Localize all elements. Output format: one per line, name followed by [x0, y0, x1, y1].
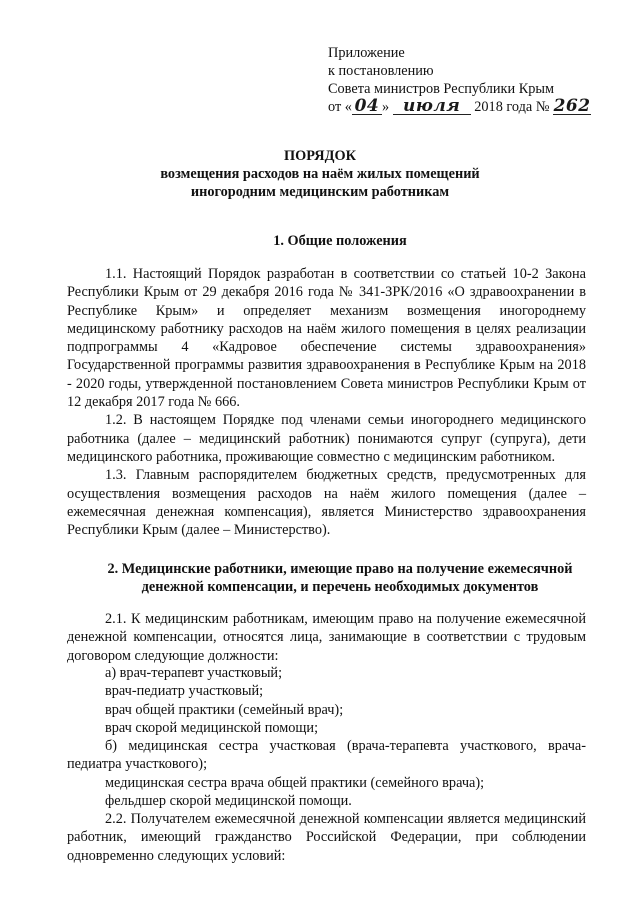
positions-list [67, 664, 586, 810]
list-item: фельдшер скорой медицинской помощи. [105, 793, 352, 810]
list-item: врач скорой медицинской помощи; [105, 719, 319, 736]
paragraph-2-2: 2.2. Получателем ежемесячной денежной компенсации является медицинский работник, имеющий гражданство Российской Федерации, при соблюдении одновременно следующих условий: [67, 811, 586, 864]
list-item: а) врач-терапевт участковый; [105, 665, 283, 681]
doc-subtitle-1: возмещения расходов на наём жилых помещений [160, 166, 480, 182]
appendix-line-3: Совета министров Республики Крым [328, 81, 555, 97]
section-2-heading-line-2: денежной компенсации, и перечень необходимых документов [141, 579, 539, 595]
list-item: врач-педиатр участковый; [105, 683, 264, 700]
section-1-heading: 1. Общие положения [273, 233, 407, 249]
section-2-heading-line-1: 2. Медицинские работники, имеющие право на получение ежемесячной [107, 561, 573, 577]
appendix-line-1: Приложение [328, 45, 405, 61]
handwritten-number: 262 [553, 96, 591, 116]
handwritten-day: 04 [352, 98, 382, 115]
appendix-date-line [328, 98, 591, 116]
date-mid: » [381, 99, 390, 115]
appendix-line-2: к постановлению [328, 63, 434, 79]
section-2-body-cont [67, 810, 586, 865]
doc-title: ПОРЯДОК [284, 148, 356, 164]
appendix-block [328, 44, 591, 116]
list-item: врач общей практики (семейный врач); [105, 701, 344, 718]
paragraph-2-1: 2.1. К медицинским работникам, имеющим право на получение ежемесячной денежной компенсации, относятся лица, занимающие в соответствии с трудовым договором следующие должности: [67, 611, 586, 664]
paragraph-1-1: 1.1. Настоящий Порядок разработан в соответствии со статьей 10-2 Закона Республики Крым от 29 декабря 2016 года № 341-ЗРК/2016 «О здравоохранении в Республике Крым» и определяет механизм возмещения иногороднему медицинскому работнику расходов на наём жилого помещения в целях реализации подпрограммы 4 «Кадровое обеспечение системы здравоохранения» Государственной программы развития здравоохранения в Республике Крым на 2018 - 2020 годы, утвержденной постановлением Совета министров Республики Крым от 12 декабря 2017 года № 666. [67, 266, 586, 411]
doc-subtitle-2: иногородним медицинским работникам [190, 184, 450, 200]
list-item: медицинская сестра врача общей практики (семейного врача); [105, 774, 485, 791]
section-1-body [67, 265, 586, 539]
paragraph-1-2: 1.2. В настоящем Порядке под членами семьи иногороднего медицинского работника (далее – медицинский работник) понимаются супруг (супруга), дети медицинского работника, проживающие совместно с медицинским работником. [67, 412, 586, 465]
date-prefix: от « [328, 99, 352, 115]
paragraph-1-3: 1.3. Главным распорядителем бюджетных средств, предусмотренных для осуществления возмещения расходов на наём жилого помещения (далее – ежемесячная денежная компенсация), является Министерство здравоохранения Республики Крым (далее – Министерство). [67, 467, 586, 539]
handwritten-month: июля [393, 98, 471, 115]
section-2-body [67, 610, 586, 665]
list-item: б) медицинская сестра участковая (врача-терапевта участкового, врача-педиатра участкового); [67, 738, 586, 773]
date-year: 2018 года № [474, 99, 550, 115]
